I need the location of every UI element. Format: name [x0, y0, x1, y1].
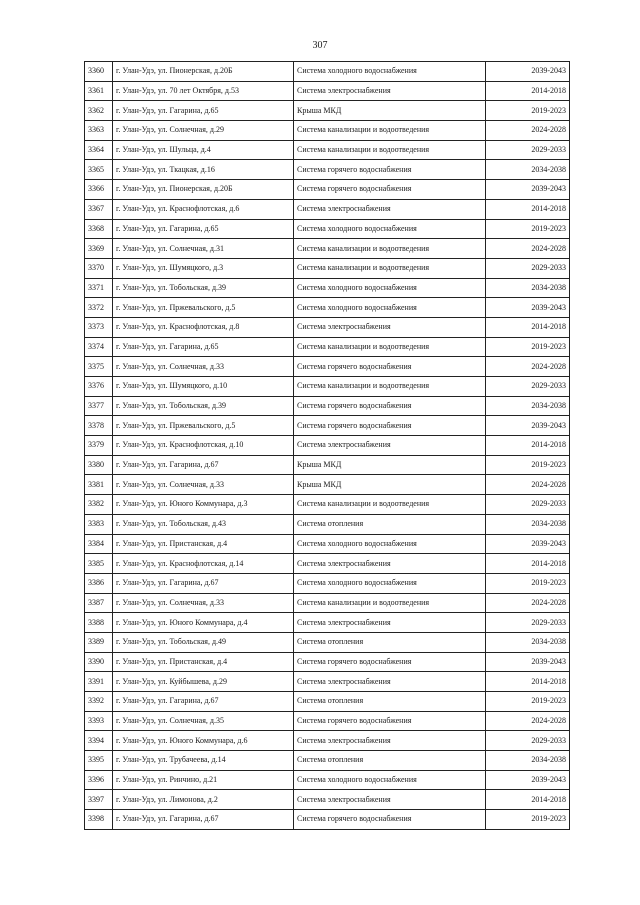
period-cell: 2034-2038: [486, 396, 570, 416]
system-cell: Система канализации и водоотведения: [294, 239, 486, 259]
system-cell: Система электроснабжения: [294, 672, 486, 692]
system-cell: Система канализации и водоотведения: [294, 121, 486, 141]
system-cell: Система отопления: [294, 692, 486, 712]
table-row: [85, 101, 570, 121]
period-cell: 2014-2018: [486, 436, 570, 456]
period-cell: 2039-2043: [486, 180, 570, 200]
table-row: [85, 337, 570, 357]
address-cell: г. Улан-Удэ, ул. Пристанская, д.4: [113, 534, 294, 554]
address-cell: г. Улан-Удэ, ул. Лимонова, д.2: [113, 790, 294, 810]
address-cell: г. Улан-Удэ, ул. Гагарина, д.67: [113, 455, 294, 475]
table-row: [85, 692, 570, 712]
table-row: [85, 160, 570, 180]
period-cell: 2019-2023: [486, 810, 570, 830]
system-cell: Система электроснабжения: [294, 554, 486, 574]
address-cell: г. Улан-Удэ, ул. Краснофлотская, д.8: [113, 317, 294, 337]
row-number-cell: 3362: [85, 101, 113, 121]
address-cell: г. Улан-Удэ, ул. Тобольская, д.43: [113, 514, 294, 534]
row-number-cell: 3395: [85, 751, 113, 771]
table-row: [85, 495, 570, 515]
period-cell: 2024-2028: [486, 121, 570, 141]
period-cell: 2039-2043: [486, 416, 570, 436]
table-row: [85, 475, 570, 495]
address-cell: г. Улан-Удэ, ул. Тобольская, д.39: [113, 278, 294, 298]
row-number-cell: 3382: [85, 495, 113, 515]
address-cell: г. Улан-Удэ, ул. Шумяцкого, д.10: [113, 377, 294, 397]
row-number-cell: 3374: [85, 337, 113, 357]
table-row: [85, 377, 570, 397]
row-number-cell: 3396: [85, 770, 113, 790]
period-cell: 2024-2028: [486, 239, 570, 259]
row-number-cell: 3389: [85, 632, 113, 652]
period-cell: 2014-2018: [486, 81, 570, 101]
address-cell: г. Улан-Удэ, ул. Куйбышева, д.29: [113, 672, 294, 692]
period-cell: 2034-2038: [486, 278, 570, 298]
row-number-cell: 3391: [85, 672, 113, 692]
period-cell: 2029-2033: [486, 495, 570, 515]
period-cell: 2029-2033: [486, 140, 570, 160]
row-number-cell: 3369: [85, 239, 113, 259]
table-row: [85, 731, 570, 751]
period-cell: 2034-2038: [486, 160, 570, 180]
table-row: [85, 180, 570, 200]
row-number-cell: 3367: [85, 199, 113, 219]
period-cell: 2029-2033: [486, 731, 570, 751]
period-cell: 2029-2033: [486, 258, 570, 278]
address-cell: г. Улан-Удэ, ул. Гагарина, д.67: [113, 692, 294, 712]
system-cell: Система горячего водоснабжения: [294, 810, 486, 830]
system-cell: Крыша МКД: [294, 475, 486, 495]
system-cell: Система горячего водоснабжения: [294, 160, 486, 180]
period-cell: 2029-2033: [486, 377, 570, 397]
table-row: [85, 455, 570, 475]
table-row: [85, 573, 570, 593]
system-cell: Система горячего водоснабжения: [294, 652, 486, 672]
row-number-cell: 3393: [85, 711, 113, 731]
system-cell: Система канализации и водоотведения: [294, 337, 486, 357]
address-cell: г. Улан-Удэ, ул. Солнечная, д.33: [113, 357, 294, 377]
address-cell: г. Улан-Удэ, ул. Солнечная, д.29: [113, 121, 294, 141]
row-number-cell: 3365: [85, 160, 113, 180]
row-number-cell: 3385: [85, 554, 113, 574]
table-row: [85, 790, 570, 810]
system-cell: Система электроснабжения: [294, 199, 486, 219]
table-row: [85, 62, 570, 82]
address-cell: г. Улан-Удэ, ул. Краснофлотская, д.10: [113, 436, 294, 456]
period-cell: 2024-2028: [486, 357, 570, 377]
address-cell: г. Улан-Удэ, ул. Ринчино, д.21: [113, 770, 294, 790]
system-cell: Система горячего водоснабжения: [294, 180, 486, 200]
address-cell: г. Улан-Удэ, ул. 70 лет Октября, д.53: [113, 81, 294, 101]
table-row: [85, 81, 570, 101]
system-cell: Система электроснабжения: [294, 436, 486, 456]
system-cell: Система электроснабжения: [294, 731, 486, 751]
row-number-cell: 3361: [85, 81, 113, 101]
system-cell: Система отопления: [294, 632, 486, 652]
address-cell: г. Улан-Удэ, ул. Юного Коммунара, д.4: [113, 613, 294, 633]
row-number-cell: 3392: [85, 692, 113, 712]
system-cell: Система холодного водоснабжения: [294, 573, 486, 593]
row-number-cell: 3386: [85, 573, 113, 593]
table-row: [85, 239, 570, 259]
address-cell: г. Улан-Удэ, ул. Гагарина, д.67: [113, 810, 294, 830]
row-number-cell: 3380: [85, 455, 113, 475]
system-cell: Система электроснабжения: [294, 317, 486, 337]
period-cell: 2014-2018: [486, 199, 570, 219]
row-number-cell: 3387: [85, 593, 113, 613]
period-cell: 2039-2043: [486, 652, 570, 672]
period-cell: 2014-2018: [486, 672, 570, 692]
system-cell: Система холодного водоснабжения: [294, 278, 486, 298]
system-cell: Система электроснабжения: [294, 81, 486, 101]
address-cell: г. Улан-Удэ, ул. Тобольская, д.49: [113, 632, 294, 652]
system-cell: Система электроснабжения: [294, 790, 486, 810]
row-number-cell: 3384: [85, 534, 113, 554]
system-cell: Система канализации и водоотведения: [294, 377, 486, 397]
table-row: [85, 751, 570, 771]
period-cell: 2019-2023: [486, 692, 570, 712]
table-row: [85, 298, 570, 318]
address-cell: г. Улан-Удэ, ул. Солнечная, д.33: [113, 475, 294, 495]
address-cell: г. Улан-Удэ, ул. Тобольская, д.39: [113, 396, 294, 416]
row-number-cell: 3398: [85, 810, 113, 830]
row-number-cell: 3377: [85, 396, 113, 416]
address-cell: г. Улан-Удэ, ул. Шумяцкого, д.3: [113, 258, 294, 278]
table-row: [85, 357, 570, 377]
system-cell: Система холодного водоснабжения: [294, 219, 486, 239]
address-cell: г. Улан-Удэ, ул. Гагарина, д.65: [113, 101, 294, 121]
table-row: [85, 593, 570, 613]
page-number: 307: [312, 40, 328, 51]
system-cell: Система холодного водоснабжения: [294, 62, 486, 82]
period-cell: 2019-2023: [486, 573, 570, 593]
table-row: [85, 278, 570, 298]
row-number-cell: 3379: [85, 436, 113, 456]
system-cell: Система отопления: [294, 514, 486, 534]
row-number-cell: 3375: [85, 357, 113, 377]
period-cell: 2039-2043: [486, 534, 570, 554]
period-cell: 2014-2018: [486, 790, 570, 810]
system-cell: Система электроснабжения: [294, 613, 486, 633]
table-row: [85, 396, 570, 416]
row-number-cell: 3390: [85, 652, 113, 672]
system-cell: Система канализации и водоотведения: [294, 258, 486, 278]
table-row: [85, 534, 570, 554]
address-cell: г. Улан-Удэ, ул. Гагарина, д.67: [113, 573, 294, 593]
row-number-cell: 3373: [85, 317, 113, 337]
period-cell: 2019-2023: [486, 455, 570, 475]
system-cell: Система канализации и водоотведения: [294, 495, 486, 515]
row-number-cell: 3364: [85, 140, 113, 160]
period-cell: 2039-2043: [486, 770, 570, 790]
row-number-cell: 3368: [85, 219, 113, 239]
address-cell: г. Улан-Удэ, ул. Краснофлотская, д.6: [113, 199, 294, 219]
period-cell: 2014-2018: [486, 554, 570, 574]
table-row: [85, 810, 570, 830]
address-cell: г. Улан-Удэ, ул. Пионерская, д.20Б: [113, 62, 294, 82]
address-cell: г. Улан-Удэ, ул. Пристанская, д.4: [113, 652, 294, 672]
address-cell: г. Улан-Удэ, ул. Юного Коммунара, д.6: [113, 731, 294, 751]
table-row: [85, 436, 570, 456]
system-cell: Система холодного водоснабжения: [294, 298, 486, 318]
address-cell: г. Улан-Удэ, ул. Солнечная, д.31: [113, 239, 294, 259]
period-cell: 2029-2033: [486, 613, 570, 633]
address-cell: г. Улан-Удэ, ул. Трубачеева, д.14: [113, 751, 294, 771]
address-cell: г. Улан-Удэ, ул. Пржевальского, д.5: [113, 298, 294, 318]
system-cell: Крыша МКД: [294, 101, 486, 121]
row-number-cell: 3370: [85, 258, 113, 278]
system-cell: Система холодного водоснабжения: [294, 534, 486, 554]
address-cell: г. Улан-Удэ, ул. Солнечная, д.35: [113, 711, 294, 731]
address-cell: г. Улан-Удэ, ул. Пржевальского, д.5: [113, 416, 294, 436]
system-cell: Система отопления: [294, 751, 486, 771]
period-cell: 2034-2038: [486, 632, 570, 652]
table-row: [85, 770, 570, 790]
table-row: [85, 652, 570, 672]
table-row: [85, 258, 570, 278]
row-number-cell: 3378: [85, 416, 113, 436]
address-cell: г. Улан-Удэ, ул. Краснофлотская, д.14: [113, 554, 294, 574]
address-cell: г. Улан-Удэ, ул. Гагарина, д.65: [113, 219, 294, 239]
system-cell: Крыша МКД: [294, 455, 486, 475]
table-row: [85, 416, 570, 436]
system-cell: Система канализации и водоотведения: [294, 140, 486, 160]
row-number-cell: 3363: [85, 121, 113, 141]
table-row: [85, 140, 570, 160]
period-cell: 2039-2043: [486, 62, 570, 82]
address-cell: г. Улан-Удэ, ул. Пионерская, д.20Б: [113, 180, 294, 200]
table-row: [85, 121, 570, 141]
row-number-cell: 3372: [85, 298, 113, 318]
address-cell: г. Улан-Удэ, ул. Юного Коммунара, д.3: [113, 495, 294, 515]
address-cell: г. Улан-Удэ, ул. Шульца, д.4: [113, 140, 294, 160]
period-cell: 2024-2028: [486, 593, 570, 613]
period-cell: 2039-2043: [486, 298, 570, 318]
registry-table-body: [85, 62, 570, 830]
address-cell: г. Улан-Удэ, ул. Ткацкая, д.16: [113, 160, 294, 180]
row-number-cell: 3381: [85, 475, 113, 495]
registry-table: [84, 61, 570, 830]
row-number-cell: 3376: [85, 377, 113, 397]
table-row: [85, 613, 570, 633]
row-number-cell: 3360: [85, 62, 113, 82]
table-row: [85, 514, 570, 534]
system-cell: Система горячего водоснабжения: [294, 711, 486, 731]
table-row: [85, 711, 570, 731]
row-number-cell: 3397: [85, 790, 113, 810]
period-cell: 2034-2038: [486, 514, 570, 534]
system-cell: Система холодного водоснабжения: [294, 770, 486, 790]
row-number-cell: 3366: [85, 180, 113, 200]
system-cell: Система горячего водоснабжения: [294, 396, 486, 416]
row-number-cell: 3388: [85, 613, 113, 633]
table-row: [85, 672, 570, 692]
system-cell: Система канализации и водоотведения: [294, 593, 486, 613]
period-cell: 2014-2018: [486, 317, 570, 337]
table-row: [85, 199, 570, 219]
row-number-cell: 3371: [85, 278, 113, 298]
row-number-cell: 3383: [85, 514, 113, 534]
table-row: [85, 554, 570, 574]
table-row: [85, 632, 570, 652]
period-cell: 2024-2028: [486, 475, 570, 495]
period-cell: 2024-2028: [486, 711, 570, 731]
period-cell: 2019-2023: [486, 219, 570, 239]
row-number-cell: 3394: [85, 731, 113, 751]
system-cell: Система горячего водоснабжения: [294, 416, 486, 436]
table-row: [85, 219, 570, 239]
period-cell: 2034-2038: [486, 751, 570, 771]
table-row: [85, 317, 570, 337]
system-cell: Система горячего водоснабжения: [294, 357, 486, 377]
period-cell: 2019-2023: [486, 101, 570, 121]
address-cell: г. Улан-Удэ, ул. Солнечная, д.33: [113, 593, 294, 613]
address-cell: г. Улан-Удэ, ул. Гагарина, д.65: [113, 337, 294, 357]
period-cell: 2019-2023: [486, 337, 570, 357]
